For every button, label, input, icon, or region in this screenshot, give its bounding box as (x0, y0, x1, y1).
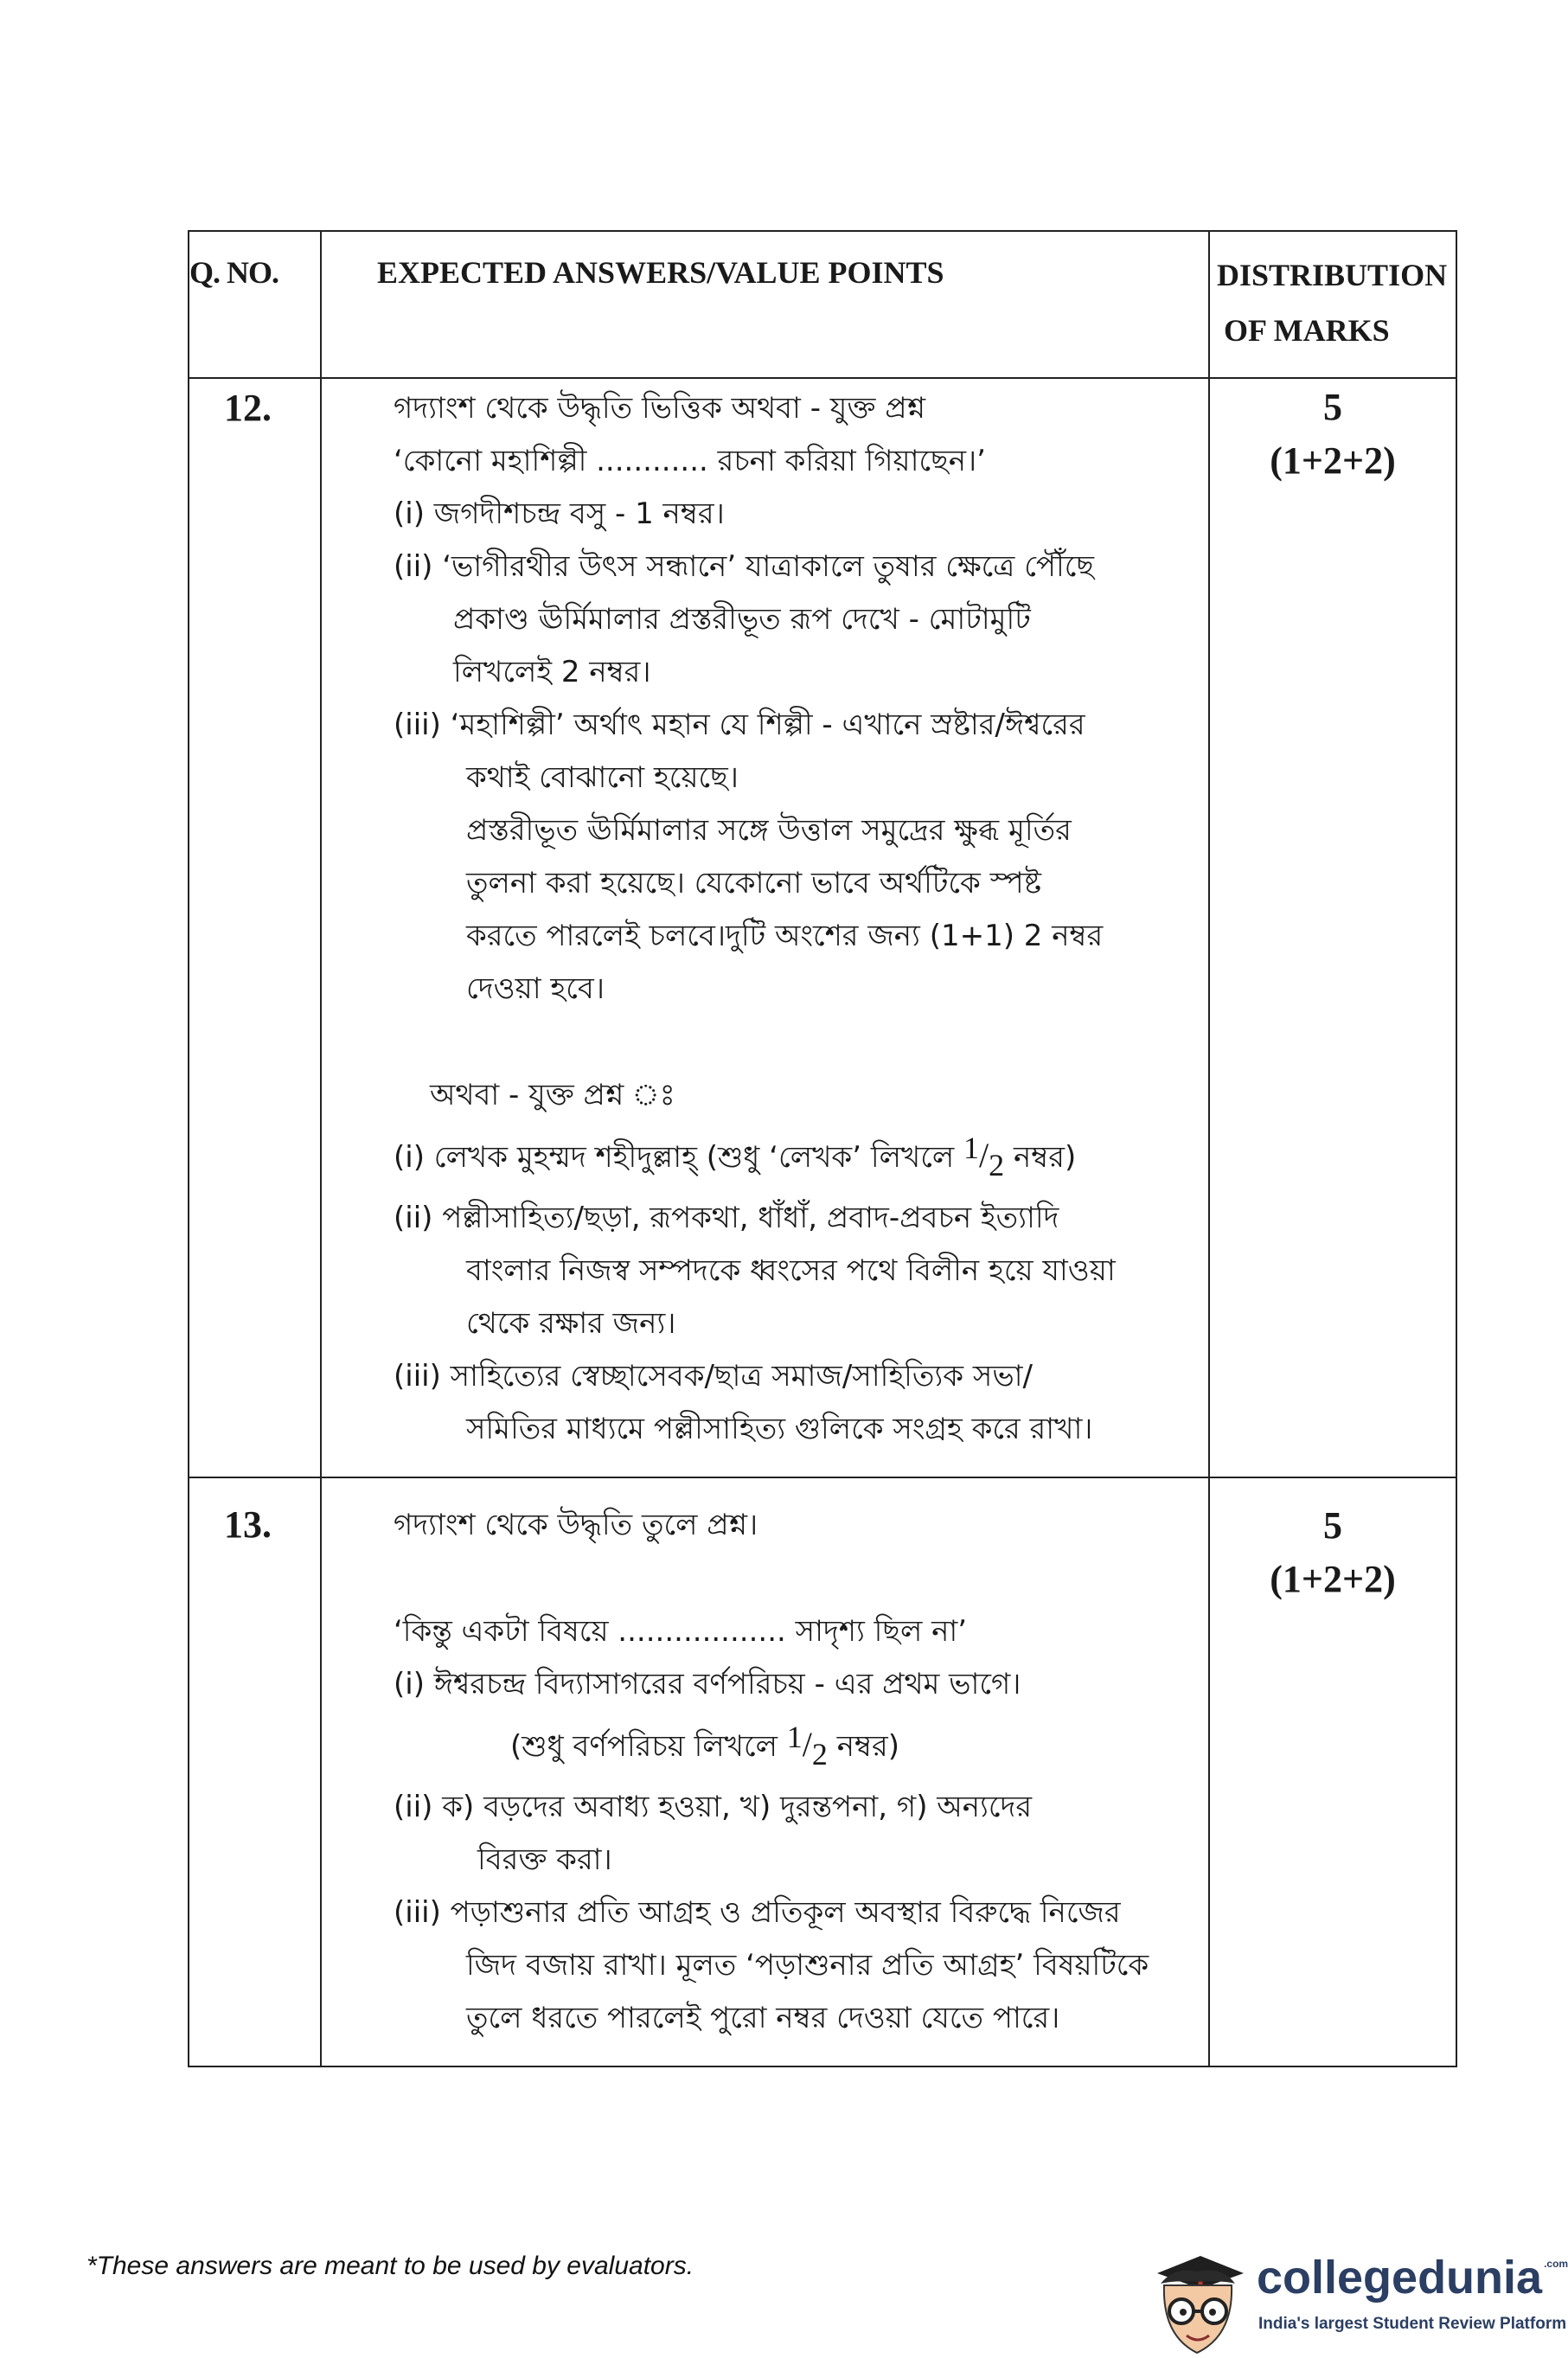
q12-line: (ii) পল্লীসাহিত্য/ছড়া, রূপকথা, ধাঁধাঁ, প্রবাদ-প্রবচন ইত্যাদি (394, 1201, 1059, 1235)
q13-line: জিদ বজায় রাখা। মূলত ‘পড়াশুনার প্রতি আগ্রহ’ বিষয়টিকে (466, 1948, 1149, 1983)
answers-table (188, 230, 1457, 2067)
q12-answer-text (322, 379, 1208, 1477)
q12-line: তুলনা করা হয়েছে। যেকোনো ভাবে অর্থটিকে স্পষ্ট (466, 866, 1041, 900)
q12-line: লিখলেই 2 নম্বর। (453, 655, 651, 689)
table-row-q12 (189, 378, 1456, 1477)
brand-tagline: India's largest Student Review Platform (1258, 2315, 1567, 2333)
q12-line: বাংলার নিজস্ব সম্পদকে ধ্বংসের পথে বিলীন হয়ে যাওয়া (466, 1253, 1116, 1288)
q12-line: দেওয়া হবে। (466, 971, 605, 1006)
evaluator-note: *These answers are meant to be used by evaluators. (86, 2252, 694, 2280)
q13-line-text: (শুধু বর্ণপরিচয় লিখলে (510, 1729, 778, 1764)
header-qno: Q. NO. (189, 231, 321, 378)
q12-line: (iii) সাহিত্যের স্বেচ্ছাসেবক/ছাত্র সমাজ/সাহিত্যিক সভা/ (394, 1359, 1033, 1394)
header-marks-line1: DISTRIBUTION (1217, 258, 1448, 292)
q12-line: (i) জগদীশচন্দ্র বসু - 1 নম্বর। (394, 497, 725, 531)
q12-line: (ii) ‘ভাগীরথীর উৎস সন্ধানে’ যাত্রাকালে তুষার ক্ষেত্রে পৌঁছে (394, 549, 1094, 584)
q12-marks-cell (1209, 378, 1456, 1477)
q12-answer-cell (321, 378, 1209, 1477)
mascot-icon (1140, 2232, 1252, 2358)
q12-line: গদ্যাংশ থেকে উদ্ধৃতি ভিত্তিক অথবা - যুক্ত প্রশ্ন (394, 391, 925, 426)
header-marks-line2: OF MARKS (1224, 313, 1390, 348)
q13-line: তুলে ধরতে পারলেই পুরো নম্বর দেওয়া যেতে পারে। (466, 2001, 1060, 2035)
q12-line-text: নম্বর) (1013, 1140, 1077, 1175)
q12-line: কথাই বোঝানো হয়েছে। (466, 760, 739, 795)
q13-line: বিরক্ত করা। (477, 1842, 612, 1877)
q13-marks-cell (1209, 1477, 1456, 2066)
spacer (322, 1552, 1208, 1605)
q12-number-cell (189, 378, 321, 1477)
q12-marks-split: (1+2+2) (1270, 439, 1396, 482)
q13-line: গদ্যাংশ থেকে উদ্ধৃতি তুলে প্রশ্ন। (394, 1508, 758, 1542)
header-distribution-of-marks (1209, 231, 1456, 378)
q12-line-with-fraction (322, 1122, 1208, 1192)
q12-marks-total: 5 (1323, 386, 1342, 428)
half-fraction: $^1/_2$ (963, 1131, 1005, 1182)
q13-marks (1210, 1478, 1456, 1606)
q13-line: ‘কিন্তু একটা বিষয়ে .................. সাদৃশ্য ছিল না’ (394, 1614, 968, 1649)
q12-line: করতে পারলেই চলবে।দুটি অংশের জন্য (1+1) 2 নম্বর (466, 919, 1104, 953)
brand-name: collegedunia $^{.com}$ (1257, 2252, 1568, 2304)
q12-line-text: (i) লেখক মুহম্মদ শহীদুল্লাহ্ (শুধু ‘লেখক’ লিখলে (394, 1140, 955, 1175)
header-expected-answers: EXPECTED ANSWERS/VALUE POINTS (321, 231, 1209, 378)
q13-line: (iii) পড়াশুনার প্রতি আগ্রহ ও প্রতিকূল অবস্থার বিরুদ্ধে নিজের (394, 1895, 1121, 1930)
q13-line-text: নম্বর) (836, 1729, 900, 1764)
q13-line-with-fraction (322, 1711, 1208, 1781)
q12-line: সমিতির মাধ্যমে পল্লীসাহিত্য গুলিকে সংগ্রহ করে রাখা। (466, 1412, 1093, 1446)
q13-marks-total: 5 (1323, 1504, 1342, 1547)
q12-marks (1210, 379, 1456, 488)
q12-line: ‘কোনো মহাশিল্পী ............ রচনা করিয়া গিয়াছেন।’ (394, 444, 986, 478)
q13-line: (i) ঈশ্বরচন্দ্র বিদ্যাসাগরের বর্ণপরিচয় - এর প্রথম ভাগে। (394, 1667, 1021, 1701)
q13-number: 13. (224, 1503, 272, 1546)
spacer (322, 1016, 1208, 1069)
q12-line: প্রস্তরীভূত ঊর্মিমালার সঙ্গে উত্তাল সমুদ্রের ক্ষুব্ধ মূর্তির (466, 813, 1072, 848)
q12-alt-heading: অথবা - যুক্ত প্রশ্ন ঃ (430, 1078, 675, 1112)
collegedunia-logo[interactable] (1140, 2232, 1568, 2358)
table-header-row (189, 231, 1456, 378)
q12-line: প্রকাণ্ড ঊর্মিমালার প্রস্তরীভূত রূপ দেখে - মোটামুটি (453, 602, 1031, 637)
q13-answer-text (322, 1478, 1208, 2066)
half-fraction: $^1/_2$ (786, 1720, 828, 1772)
q13-line: (ii) ক) বড়দের অবাধ্য হওয়া, খ) দুরন্তপনা, গ) অন্যদের (394, 1790, 1033, 1824)
q13-answer-cell (321, 1477, 1209, 2066)
table-row-q13 (189, 1477, 1456, 2066)
q13-marks-split: (1+2+2) (1270, 1558, 1396, 1600)
q12-line: (iii) ‘মহাশিল্পী’ অর্থাৎ মহান যে শিল্পী - এখানে স্রষ্টার/ঈশ্বরের (394, 708, 1085, 742)
q13-number-cell (189, 1477, 321, 2066)
q12-number: 12. (224, 387, 272, 429)
q12-line: থেকে রক্ষার জন্য। (466, 1306, 676, 1341)
